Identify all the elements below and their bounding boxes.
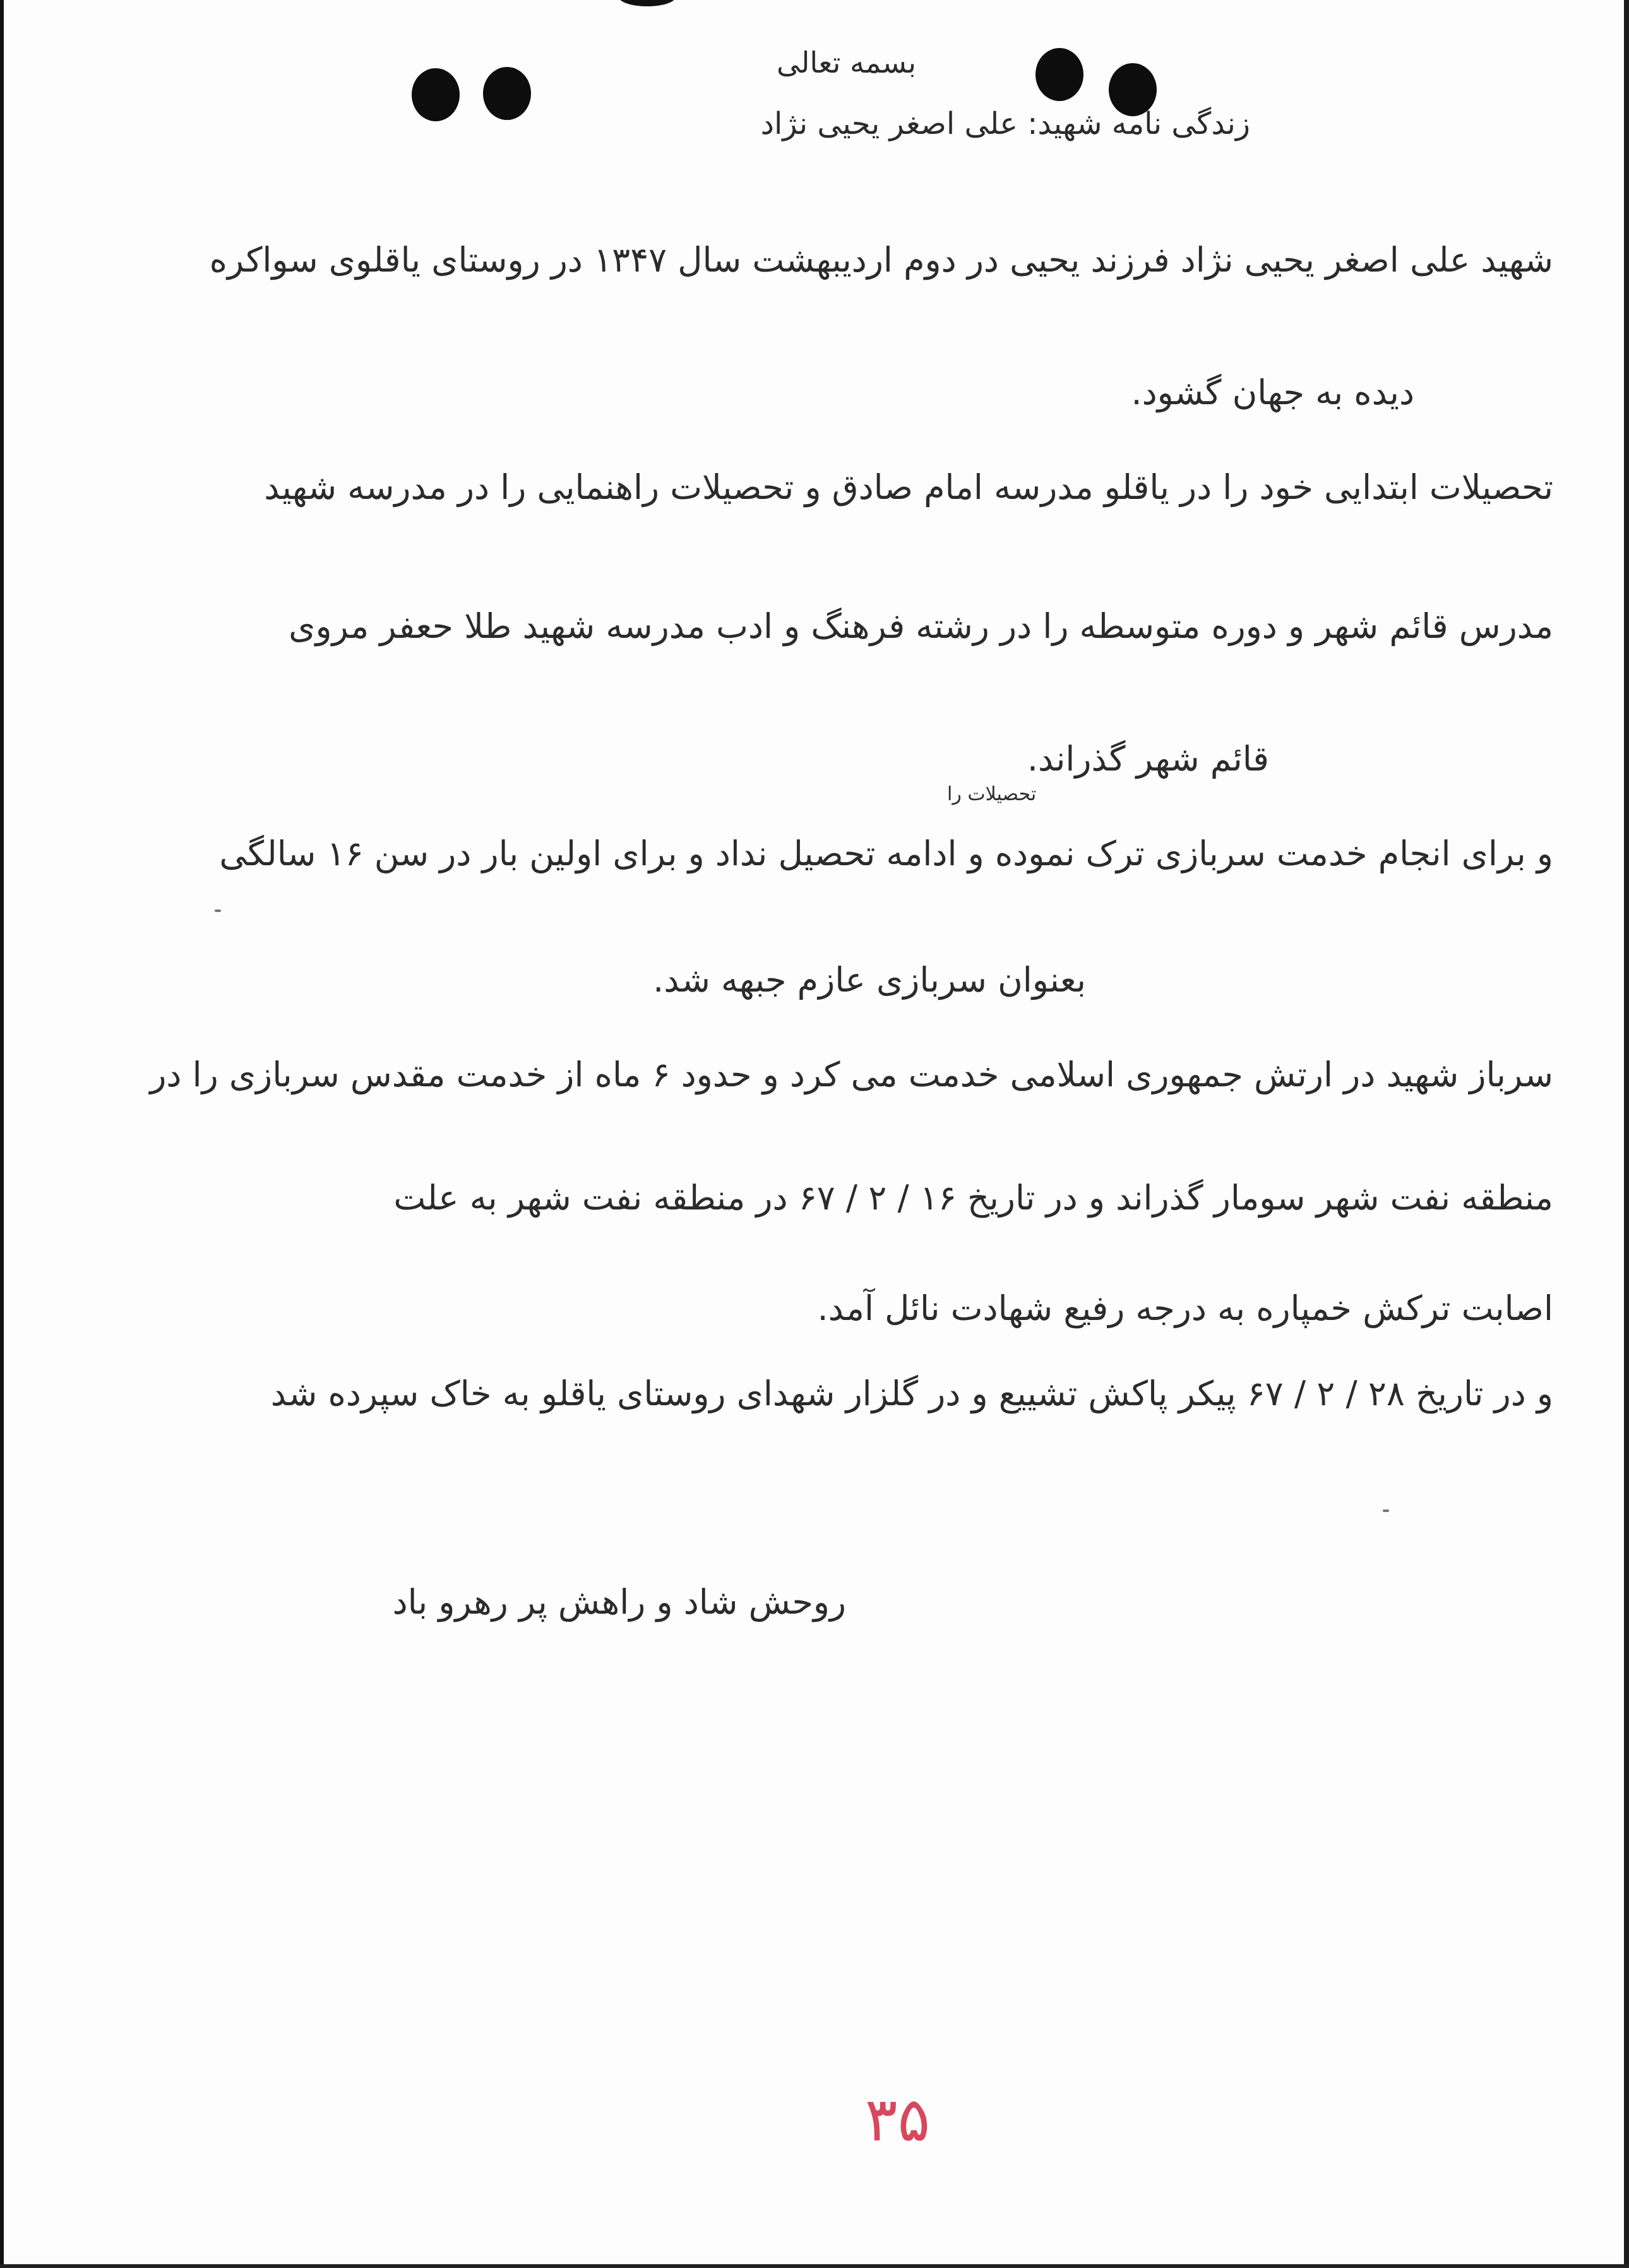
interlinear-note: تحصیلات را xyxy=(947,783,1037,805)
punch-hole xyxy=(1035,48,1083,101)
punch-hole xyxy=(412,68,460,121)
scan-speck xyxy=(1383,1509,1389,1512)
body-line: سرباز شهید در ارتش جمهوری اسلامی خدمت می کرد و حدود ۶ ماه از خدمت مقدس سربازی را در xyxy=(150,1055,1553,1095)
page-number: ۳۵ xyxy=(865,2084,931,2155)
closing-prayer: روحش شاد و راهش پر رهرو باد xyxy=(392,1582,846,1622)
body-line: و برای انجام خدمت سربازی ترک نموده و ادامه تحصیل نداد و برای اولین بار در سن ۱۶ سالگی xyxy=(219,834,1553,873)
scan-top-mark xyxy=(619,0,676,6)
punch-hole xyxy=(483,67,531,120)
page-heading: بسمه تعالی xyxy=(777,45,917,80)
body-line: منطقه نفت شهر سومار گذراند و در تاریخ ۱۶ / ۲ / ۶۷ در منطقه نفت شهر به علت xyxy=(393,1178,1553,1218)
scan-speck xyxy=(215,909,221,912)
body-line: و در تاریخ ۲۸ / ۲ / ۶۷ پیکر پاکش تشییع و در گلزار شهدای روستای یاقلو به خاک سپرده شد xyxy=(270,1374,1553,1413)
body-line: مدرس قائم شهر و دوره متوسطه را در رشته فرهنگ و ادب مدرسه شهید طلا حعفر مروی xyxy=(289,606,1553,646)
body-line: دیده به جهان گشود. xyxy=(1131,373,1414,412)
body-line: اصابت ترکش خمپاره به درجه رفیع شهادت نائل آمد. xyxy=(817,1288,1553,1328)
body-line: قائم شهر گذراند. xyxy=(1027,739,1269,779)
scan-edge-bottom xyxy=(0,2264,1629,2268)
document-title: زندگی نامه شهید: علی اصغر یحیی نژاد xyxy=(760,106,1250,141)
scan-edge-right xyxy=(1624,0,1629,2268)
body-line: بعنوان سربازی عازم جبهه شد. xyxy=(653,960,1086,1000)
body-line: تحصیلات ابتدایی خود را در یاقلو مدرسه امام صادق و تحصیلات راهنمایی را در مدرسه شهید xyxy=(264,467,1553,507)
body-line: شهید علی اصغر یحیی نژاد فرزند یحیی در دوم اردیبهشت سال ۱۳۴۷ در روستای یاقلوی سواکره xyxy=(209,240,1553,280)
scan-edge-left xyxy=(0,0,4,2268)
